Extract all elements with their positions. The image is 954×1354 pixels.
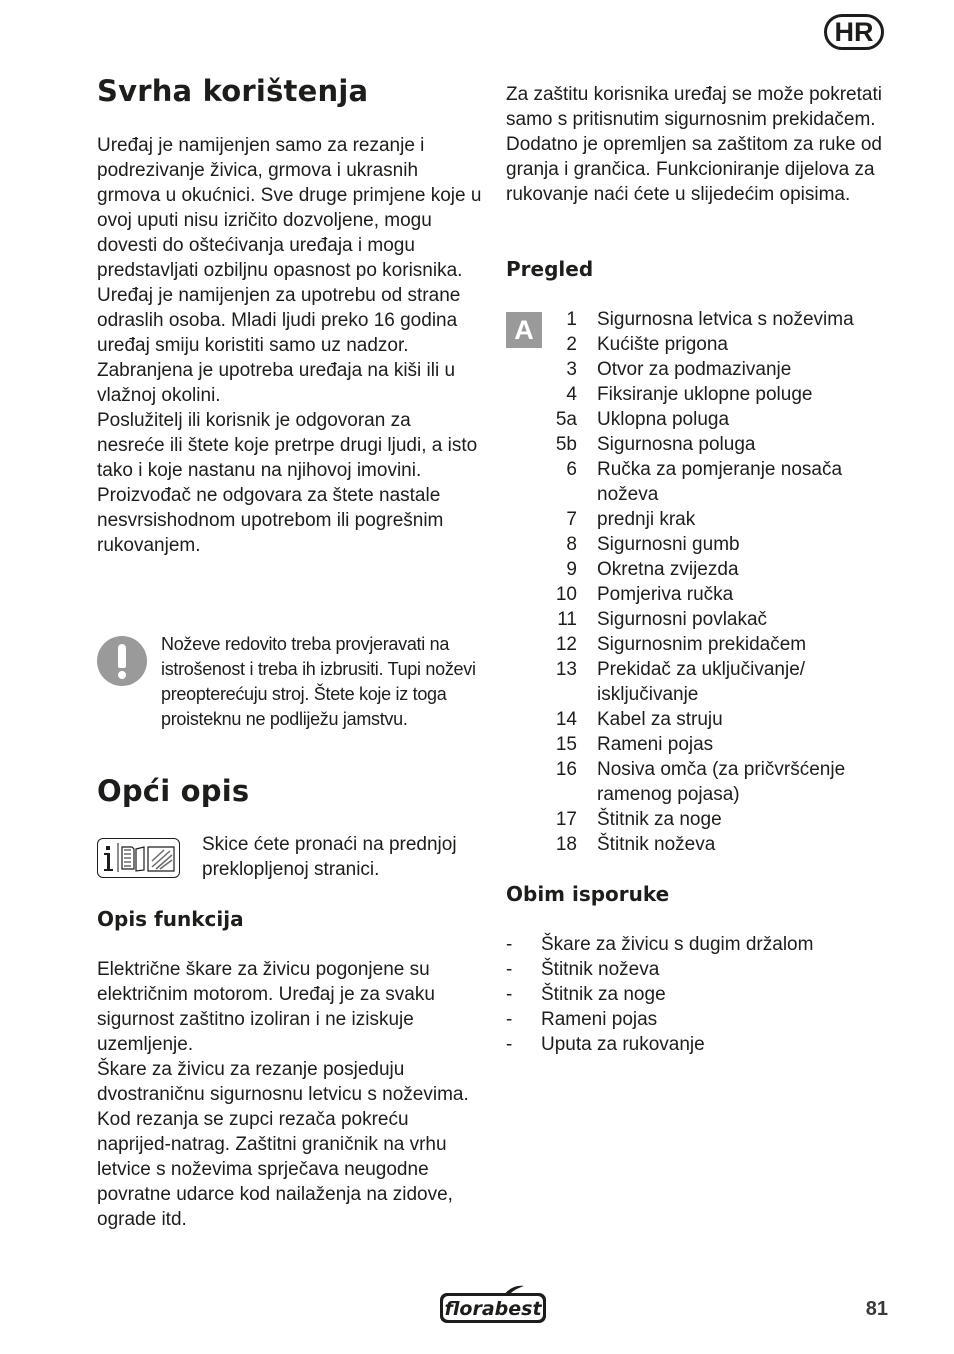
item-label: Kućište prigona <box>597 334 728 355</box>
purpose-paragraph: Proizvođač ne odgovara za štete nastale nesvrsishodnom upotrebom ili pogrešnim rukovanjem. <box>97 485 444 556</box>
subheading-function: Opis funkcija <box>97 907 244 931</box>
scope-item-label: Škare za živicu s dugim držalom <box>541 934 814 955</box>
item-number: 8 <box>566 534 577 555</box>
item-number: 2 <box>566 334 577 355</box>
item-label: Otvor za podmazivanje <box>597 359 792 380</box>
info-note: Skice ćete pronaći na prednjoj preklopljenoj stranici. <box>202 834 457 880</box>
item-number: 5a <box>555 409 577 430</box>
item-label: Fiksiranje uklopne poluge <box>597 384 813 405</box>
item-label: Sigurnosnim prekidačem <box>597 634 807 655</box>
item-number: 7 <box>566 509 577 530</box>
overview-item <box>546 382 891 407</box>
overview-item <box>546 532 891 557</box>
purpose-paragraph: Uređaj je namijenjen za upotrebu od strane odraslih osoba. Mladi ljudi preko 16 godina uređaj smiju koristiti samo uz nadzor. Zabranjena je upotreba uređaja na kiši ili u vlažnoj okolini. <box>97 285 461 406</box>
scope-item: - Uputa za rukovanje <box>506 1034 705 1055</box>
item-label: Nosiva omča (za pričvršćenje ramenog pojasa) <box>597 759 846 805</box>
overview-item <box>546 632 891 657</box>
subheading-scope-of-delivery: Obim isporuke <box>506 882 670 906</box>
item-label: Kabel za struju <box>597 709 723 730</box>
florabest-logo <box>438 1285 550 1332</box>
item-label: Sigurnosna letvica s noževima <box>597 309 854 330</box>
item-label: Sigurnosni povlakač <box>597 609 768 630</box>
item-number: 5b <box>555 434 577 455</box>
overview-item <box>546 407 891 432</box>
scope-item-label: Štitnik za noge <box>541 984 666 1005</box>
item-label: prednji krak <box>597 509 696 530</box>
scope-item: - Škare za živicu s dugim držalom <box>506 934 814 955</box>
purpose-paragraph: Poslužitelj ili korisnik je odgovoran za nesreće ili štete koje pretrpe drugi ljudi, a isto tako i koje nastanu na njihovoj imovini. <box>97 410 478 481</box>
item-label: Pomjeriva ručka <box>597 584 734 605</box>
overview-item <box>546 732 891 757</box>
scope-item: - Rameni pojas <box>506 1009 658 1030</box>
item-number: 10 <box>555 584 577 605</box>
scope-list <box>506 932 891 1057</box>
overview-item <box>546 332 891 357</box>
item-label: Uklopna poluga <box>597 409 730 430</box>
item-number: 11 <box>557 609 577 630</box>
item-label: Ručka za pomjeranje nosača noževa <box>597 459 843 505</box>
info-book-icon <box>97 838 180 878</box>
overview-item <box>546 432 891 457</box>
item-number: 18 <box>555 834 577 855</box>
overview-item <box>546 307 891 332</box>
overview-item <box>546 582 891 607</box>
item-number: 12 <box>555 634 577 655</box>
item-label: Sigurnosni gumb <box>597 534 740 555</box>
function-paragraph: Škare za živicu za rezanje posjeduju dvostraničnu sigurnosnu letvicu s noževima. Kod rezanja se zupci rezača pokreću naprijed-natrag. Zaštitni graničnik na vrhu letvice s noževima sprječava neugodne povratne udarce kod nailaženja na zidove, ograde itd. <box>97 1059 469 1230</box>
warning-note: Noževe redovito treba provjeravati na istrošenost i treba ih izbrusiti. Tupi noževi preopterećuju stroj. Štete koje iz toga proisteknu ne podliježu jamstvu. <box>161 634 476 729</box>
scope-item-label: Uputa za rukovanje <box>541 1034 705 1055</box>
item-number: 15 <box>555 734 577 755</box>
overview-item <box>546 657 891 707</box>
item-number: 9 <box>566 559 577 580</box>
item-number: 1 <box>566 309 577 330</box>
item-number: 6 <box>566 459 577 480</box>
overview-item <box>546 807 891 832</box>
item-label: Prekidač za uključivanje/ isključivanje <box>597 659 806 705</box>
safety-intro-text: Za zaštitu korisnika uređaj se može pokretati samo s pritisnutim sigurnosnim prekidačem. Dodatno je opremljen sa zaštitom za ruke od granja i grančica. Funkcioniranje dijelova za rukovanje naći ćete u slijedećim opisima. <box>506 84 882 205</box>
section-title-purpose: Svrha korištenja <box>97 74 369 108</box>
function-paragraph: Električne škare za živicu pogonjene su električnim motorom. Uređaj je za svaku sigurnost zaštitno izoliran i ne iziskuje uzemljenje. <box>97 959 435 1055</box>
item-number: 14 <box>555 709 577 730</box>
overview-item <box>546 607 891 632</box>
item-number: 17 <box>555 809 577 830</box>
section-title-general: Opći opis <box>97 774 250 808</box>
overview-item <box>546 832 891 857</box>
function-text <box>97 957 482 1232</box>
figure-a-marker: A <box>506 312 542 348</box>
item-number: 13 <box>555 659 577 680</box>
overview-item <box>546 507 891 532</box>
item-label: Štitnik za noge <box>597 809 722 830</box>
scope-item-label: Štitnik noževa <box>541 959 660 980</box>
overview-item <box>546 557 891 582</box>
overview-item <box>546 707 891 732</box>
item-label: Rameni pojas <box>597 734 714 755</box>
scope-item: - Štitnik za noge <box>506 984 666 1005</box>
item-number: 16 <box>555 759 577 780</box>
overview-item <box>546 357 891 382</box>
warning-exclamation-icon <box>97 636 147 686</box>
purpose-paragraph: Uređaj je namijenjen samo za rezanje i podrezivanje živica, grmova i ukrasnih grmova u okućnici. Sve druge primjene koje u ovoj uputi nisu izričito dozvoljene, mogu dovesti do oštećivanja uređaja i mogu predstavljati ozbiljnu opasnost po korisnika. <box>97 135 482 281</box>
brand-text: florabest <box>444 1298 542 1320</box>
language-badge: HR <box>824 14 884 50</box>
scope-item: - Štitnik noževa <box>506 959 660 980</box>
purpose-text <box>97 133 482 558</box>
item-label: Štitnik noževa <box>597 834 716 855</box>
item-number: 3 <box>566 359 577 380</box>
scope-item-label: Rameni pojas <box>541 1009 658 1030</box>
page-number: 81 <box>865 1298 888 1320</box>
item-label: Sigurnosna poluga <box>597 434 756 455</box>
item-label: Okretna zvijezda <box>597 559 739 580</box>
overview-item <box>546 457 891 507</box>
subheading-overview: Pregled <box>506 257 594 281</box>
overview-list <box>546 307 891 857</box>
overview-item <box>546 757 891 807</box>
item-number: 4 <box>566 384 577 405</box>
